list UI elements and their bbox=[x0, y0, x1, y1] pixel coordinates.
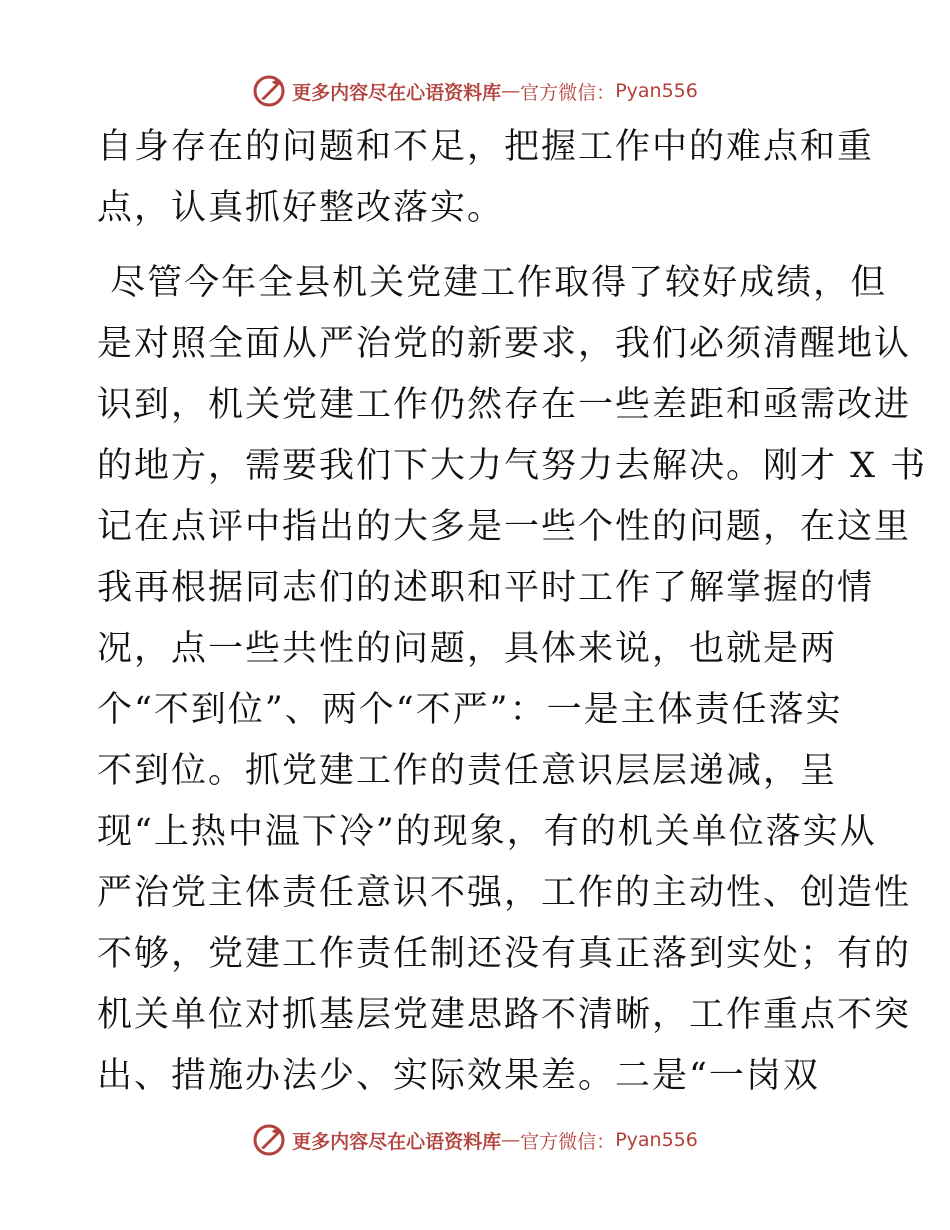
text-line: 机关单位对抓基层党建思路不清晰，工作重点不突 bbox=[97, 995, 912, 1035]
text-line: 自身存在的问题和不足，把握工作中的难点和重 bbox=[97, 127, 875, 167]
text-line: 出、措施办法少、实际效果差。二是“一岗双 bbox=[97, 1056, 820, 1096]
red-quill-logo-icon bbox=[252, 1123, 286, 1157]
watermark-site-name: 更多内容尽在心语资料库 bbox=[292, 81, 502, 104]
text-line: 现“上热中温下冷”的现象，有的机关单位落实从 bbox=[97, 812, 877, 852]
red-quill-logo-icon bbox=[252, 74, 286, 108]
text-line: 的地方，需要我们下大力气努力去解决。刚才 X 书 bbox=[97, 446, 928, 486]
text-line: 个“不到位”、两个“不严”：一是主体责任落实 bbox=[97, 690, 843, 730]
text-line: 识到，机关党建工作仍然存在一些差距和亟需改进 bbox=[97, 385, 912, 425]
text-line: 是对照全面从严治党的新要求，我们必须清醒地认 bbox=[97, 324, 912, 364]
document-body bbox=[97, 117, 928, 1107]
header-watermark bbox=[0, 71, 950, 111]
paragraph-spacer bbox=[97, 239, 857, 253]
text-line: 不到位。抓党建工作的责任意识层层递减，呈 bbox=[97, 751, 838, 791]
text-line: 点，认真抓好整改落实。 bbox=[97, 188, 505, 228]
paragraph-1 bbox=[97, 117, 875, 239]
text-line: 况，点一些共性的问题，具体来说，也就是两 bbox=[97, 629, 838, 669]
footer-watermark bbox=[0, 1120, 950, 1160]
watermark-dash: — bbox=[501, 80, 521, 102]
watermark-wechat-id: Pyan556 bbox=[615, 1129, 698, 1151]
text-line: 严治党主体责任意识不强，工作的主动性、创造性 bbox=[97, 873, 912, 913]
text-line: 我再根据同志们的述职和平时工作了解掌握的情 bbox=[97, 568, 875, 608]
text-line: 不够，党建工作责任制还没有真正落到实处；有的 bbox=[97, 934, 912, 974]
watermark-site-name: 更多内容尽在心语资料库 bbox=[292, 1130, 502, 1153]
text-line: 尽管今年全县机关党建工作取得了较好成绩，但 bbox=[97, 263, 888, 303]
watermark-dash: — bbox=[501, 1129, 521, 1151]
paragraph-2 bbox=[97, 253, 928, 1107]
text-line: 记在点评中指出的大多是一些个性的问题，在这里 bbox=[97, 507, 912, 547]
watermark-wechat-label: 官方微信： bbox=[520, 1130, 616, 1153]
watermark-wechat-label: 官方微信： bbox=[520, 81, 616, 104]
watermark-wechat-id: Pyan556 bbox=[615, 80, 698, 102]
